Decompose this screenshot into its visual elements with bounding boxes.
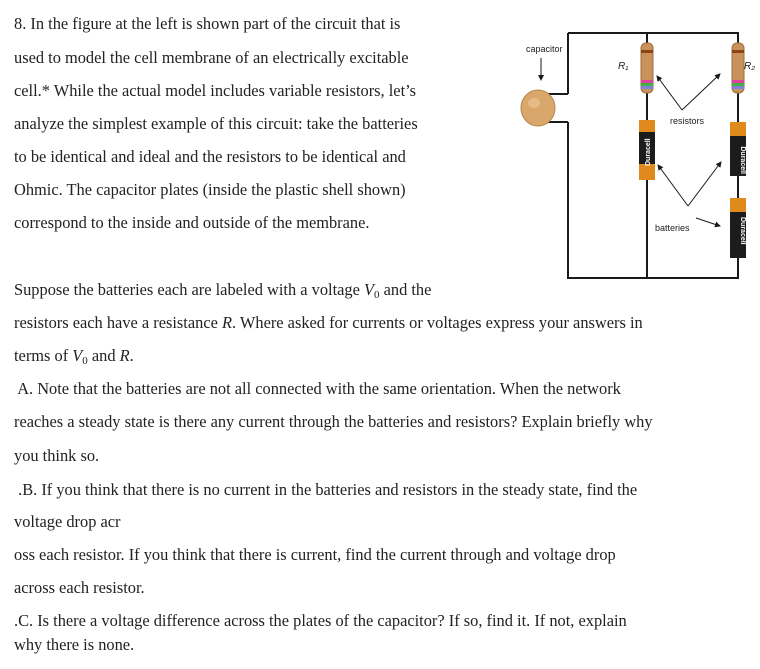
intro-line: cell.* While the actual model includes variable resistors, let’s [14,81,417,100]
voltage-symbol: V [72,346,83,365]
resistor-band [732,50,744,53]
terms-text: and [87,346,120,365]
resistance-symbol: R [119,346,130,365]
intro-line: used to model the cell membrane of an electrically excitable [14,48,409,67]
resistor-band [641,80,653,83]
capacitor-label: capacitor [526,44,563,54]
resistor-band [732,86,744,89]
batteries-arrows [658,162,721,226]
part-b-line: oss each resistor. If you think that there is current, find the current through and voltage drop [14,545,616,564]
resistors-label: resistors [670,116,705,126]
battery-2 [730,122,746,176]
part-b-line: .B. If you think that there is no current in the batteries and resistors in the steady state, find the [14,480,638,499]
battery-1 [639,120,655,180]
part-b-line: voltage drop acr [14,512,121,531]
resistor-r2 [732,43,744,93]
battery-brand-label: Duracell [739,217,746,245]
battery-brand-label: Duracell [739,146,746,174]
terms-text: . [129,346,134,365]
resistors-arrows [657,74,720,110]
resistor-band [732,83,744,86]
part-c-line: .C. Is there a voltage difference across the plates of the capacitor? If so, find it. If not, explain [14,611,627,630]
intro-line: 8. In the figure at the left is shown part of the circuit that is [14,14,401,33]
part-a-line: you think so. [14,446,100,465]
resistors-text: . Where asked for currents or voltages express your answers in [232,313,643,332]
resistors-text: resistors each have a resistance [14,313,222,332]
circuit-figure [510,28,760,284]
battery-3 [730,198,746,258]
intro-line: Ohmic. The capacitor plates (inside the plastic shell shown) [14,180,406,199]
battery-3-cap [730,198,746,212]
intro-line: correspond to the inside and outside of the membrane. [14,213,370,232]
resistor-band [641,50,653,53]
terms-text: terms of [14,346,73,365]
resistor-band [641,83,653,86]
part-a-line: reaches a steady state is there any current through the batteries and resistors? Explain briefly why [14,412,653,431]
part-b-line: across each resistor. [14,578,145,597]
capacitor-highlight [528,98,540,108]
part-a-line: A. Note that the batteries are not all connected with the same orientation. When the network [14,379,621,398]
batteries-label: batteries [655,223,690,233]
capacitor-body [521,90,555,126]
resistance-symbol: R [221,313,232,332]
resistor-band [641,86,653,89]
suppose-text: Suppose the batteries each are labeled with a voltage [14,280,364,299]
intro-line: to be identical and ideal and the resistors to be identical and [14,147,406,166]
resistor-band [732,80,744,83]
intro-line: analyze the simplest example of this circuit: take the batteries [14,114,418,133]
r1-label: R₁ [618,61,629,72]
part-c-line: why there is none. [14,635,135,654]
suppose-line [14,280,431,300]
suppose-text: and the [379,280,432,299]
battery-brand-label: Duracell [645,138,652,166]
capacitor [521,90,555,126]
voltage-symbol: V [363,280,374,299]
resistor-r1 [641,43,653,93]
voltage-subscript: 0 [374,289,380,301]
terms-line [14,346,134,366]
r2-label: R₂ [744,61,756,72]
battery-1-cap [639,120,655,132]
voltage-subscript: 0 [82,355,88,367]
resistors-line [14,313,643,333]
battery-2-cap [730,122,746,136]
